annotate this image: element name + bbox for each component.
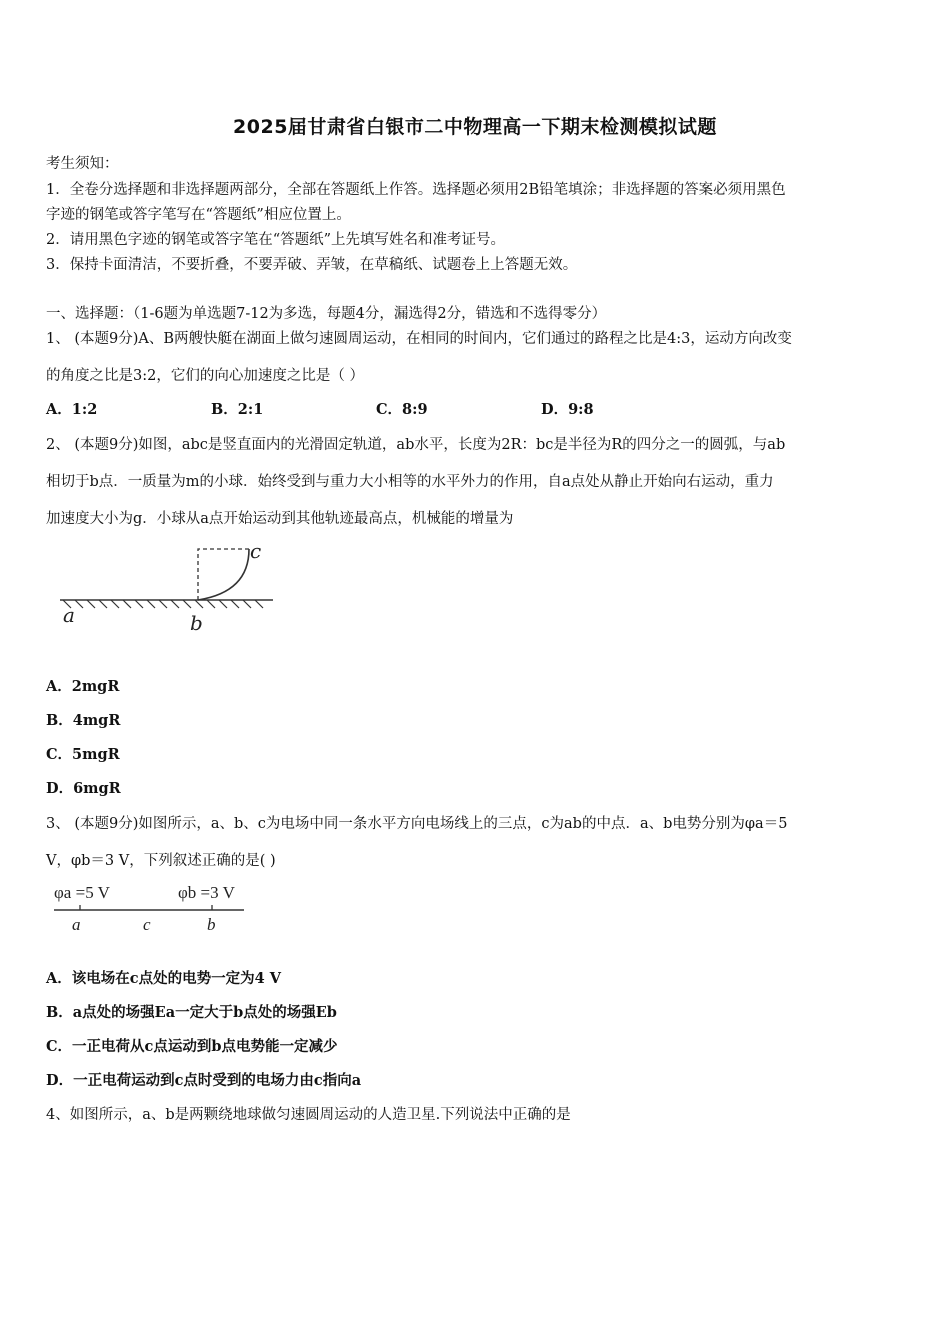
q3-field-line-figure (50, 878, 250, 938)
page-title: 2025届甘肃省白银市二中物理高一下期末检测模拟试题 (233, 116, 717, 138)
q1-option-c: C．8:9 (376, 401, 428, 418)
q1-option-d: D．9:8 (541, 401, 594, 418)
q1-line-2: 的角度之比是3:2，它们的向心加速度之比是（ ） (46, 368, 364, 384)
q2-option-b: B．4mgR (46, 712, 121, 729)
q3-option-a: A．该电场在c点处的电势一定为4 V (46, 970, 281, 987)
q2-line-1: 2、 (本题9分)如图，abc是竖直面内的光滑固定轨道，ab水平，长度为2R：bc是半径为R的四分之一的圆弧，与ab (46, 437, 786, 453)
q2-label-a: a (63, 603, 75, 627)
notice-item-1-cont: 字迹的钢笔或答字笔写在“答题纸”相应位置上。 (46, 207, 351, 223)
q2-option-c: C．5mgR (46, 746, 120, 763)
q3-option-c: C．一正电荷从c点运动到b点电势能一定减少 (46, 1038, 338, 1055)
q2-label-b: b (190, 611, 203, 635)
q2-line-2: 相切于b点．一质量为m的小球．始终受到与重力大小相等的水平外力的作用，自a点处从静止开始向右运动，重力 (46, 474, 774, 490)
q2-option-a: A．2mgR (46, 678, 120, 695)
q3-point-b: b (207, 915, 216, 934)
q2-line-3: 加速度大小为g．小球从a点开始运动到其他轨迹最高点，机械能的增量为 (46, 511, 514, 527)
q3-line-2: V，φb＝3 V，下列叙述正确的是( ) (46, 853, 276, 869)
notice-item-2: 2．请用黑色字迹的钢笔或答字笔在“答题纸”上先填写姓名和准考证号。 (46, 232, 506, 248)
q2-label-c: c (250, 539, 262, 563)
q3-phi-b-label: φb =3 V (178, 883, 235, 902)
notice-item-1: 1．全卷分选择题和非选择题两部分，全部在答题纸上作答。选择题必须用2B铅笔填涂；非选择题的答案必须用黑色 (46, 182, 786, 198)
q2-track-figure (55, 540, 285, 635)
q3-option-b: B．a点处的场强Ea一定大于b点处的场强Eb (46, 1004, 337, 1021)
notice-item-3: 3．保持卡面清洁，不要折叠，不要弄破、弄皱，在草稿纸、试题卷上上答题无效。 (46, 257, 578, 273)
q3-point-a: a (72, 915, 81, 934)
q1-option-a: A．1:2 (46, 401, 98, 418)
q2-option-d: D．6mgR (46, 780, 121, 797)
q3-point-c: c (143, 915, 151, 934)
notice-heading: 考生须知： (46, 156, 119, 172)
q3-line-1: 3、 (本题9分)如图所示，a、b、c为电场中同一条水平方向电场线上的三点，c为ab的中点．a、b电势分别为φa＝5 (46, 816, 788, 832)
q3-phi-a-label: φa =5 V (54, 883, 110, 902)
q3-option-d: D．一正电荷运动到c点时受到的电场力由c指向a (46, 1072, 362, 1089)
q4-line-1: 4、如图所示，a、b是两颗绕地球做匀速圆周运动的人造卫星.下列说法中正确的是 (46, 1107, 571, 1123)
q1-line-1: 1、 (本题9分)A、B两艘快艇在湖面上做匀速圆周运动，在相同的时间内，它们通过的路程之比是4:3，运动方向改变 (46, 331, 792, 347)
q1-option-b: B．2:1 (211, 401, 264, 418)
section-heading-choice: 一、选择题：（1-6题为单选题7-12为多选，每题4分，漏选得2分，错选和不选得零分） (46, 306, 607, 322)
